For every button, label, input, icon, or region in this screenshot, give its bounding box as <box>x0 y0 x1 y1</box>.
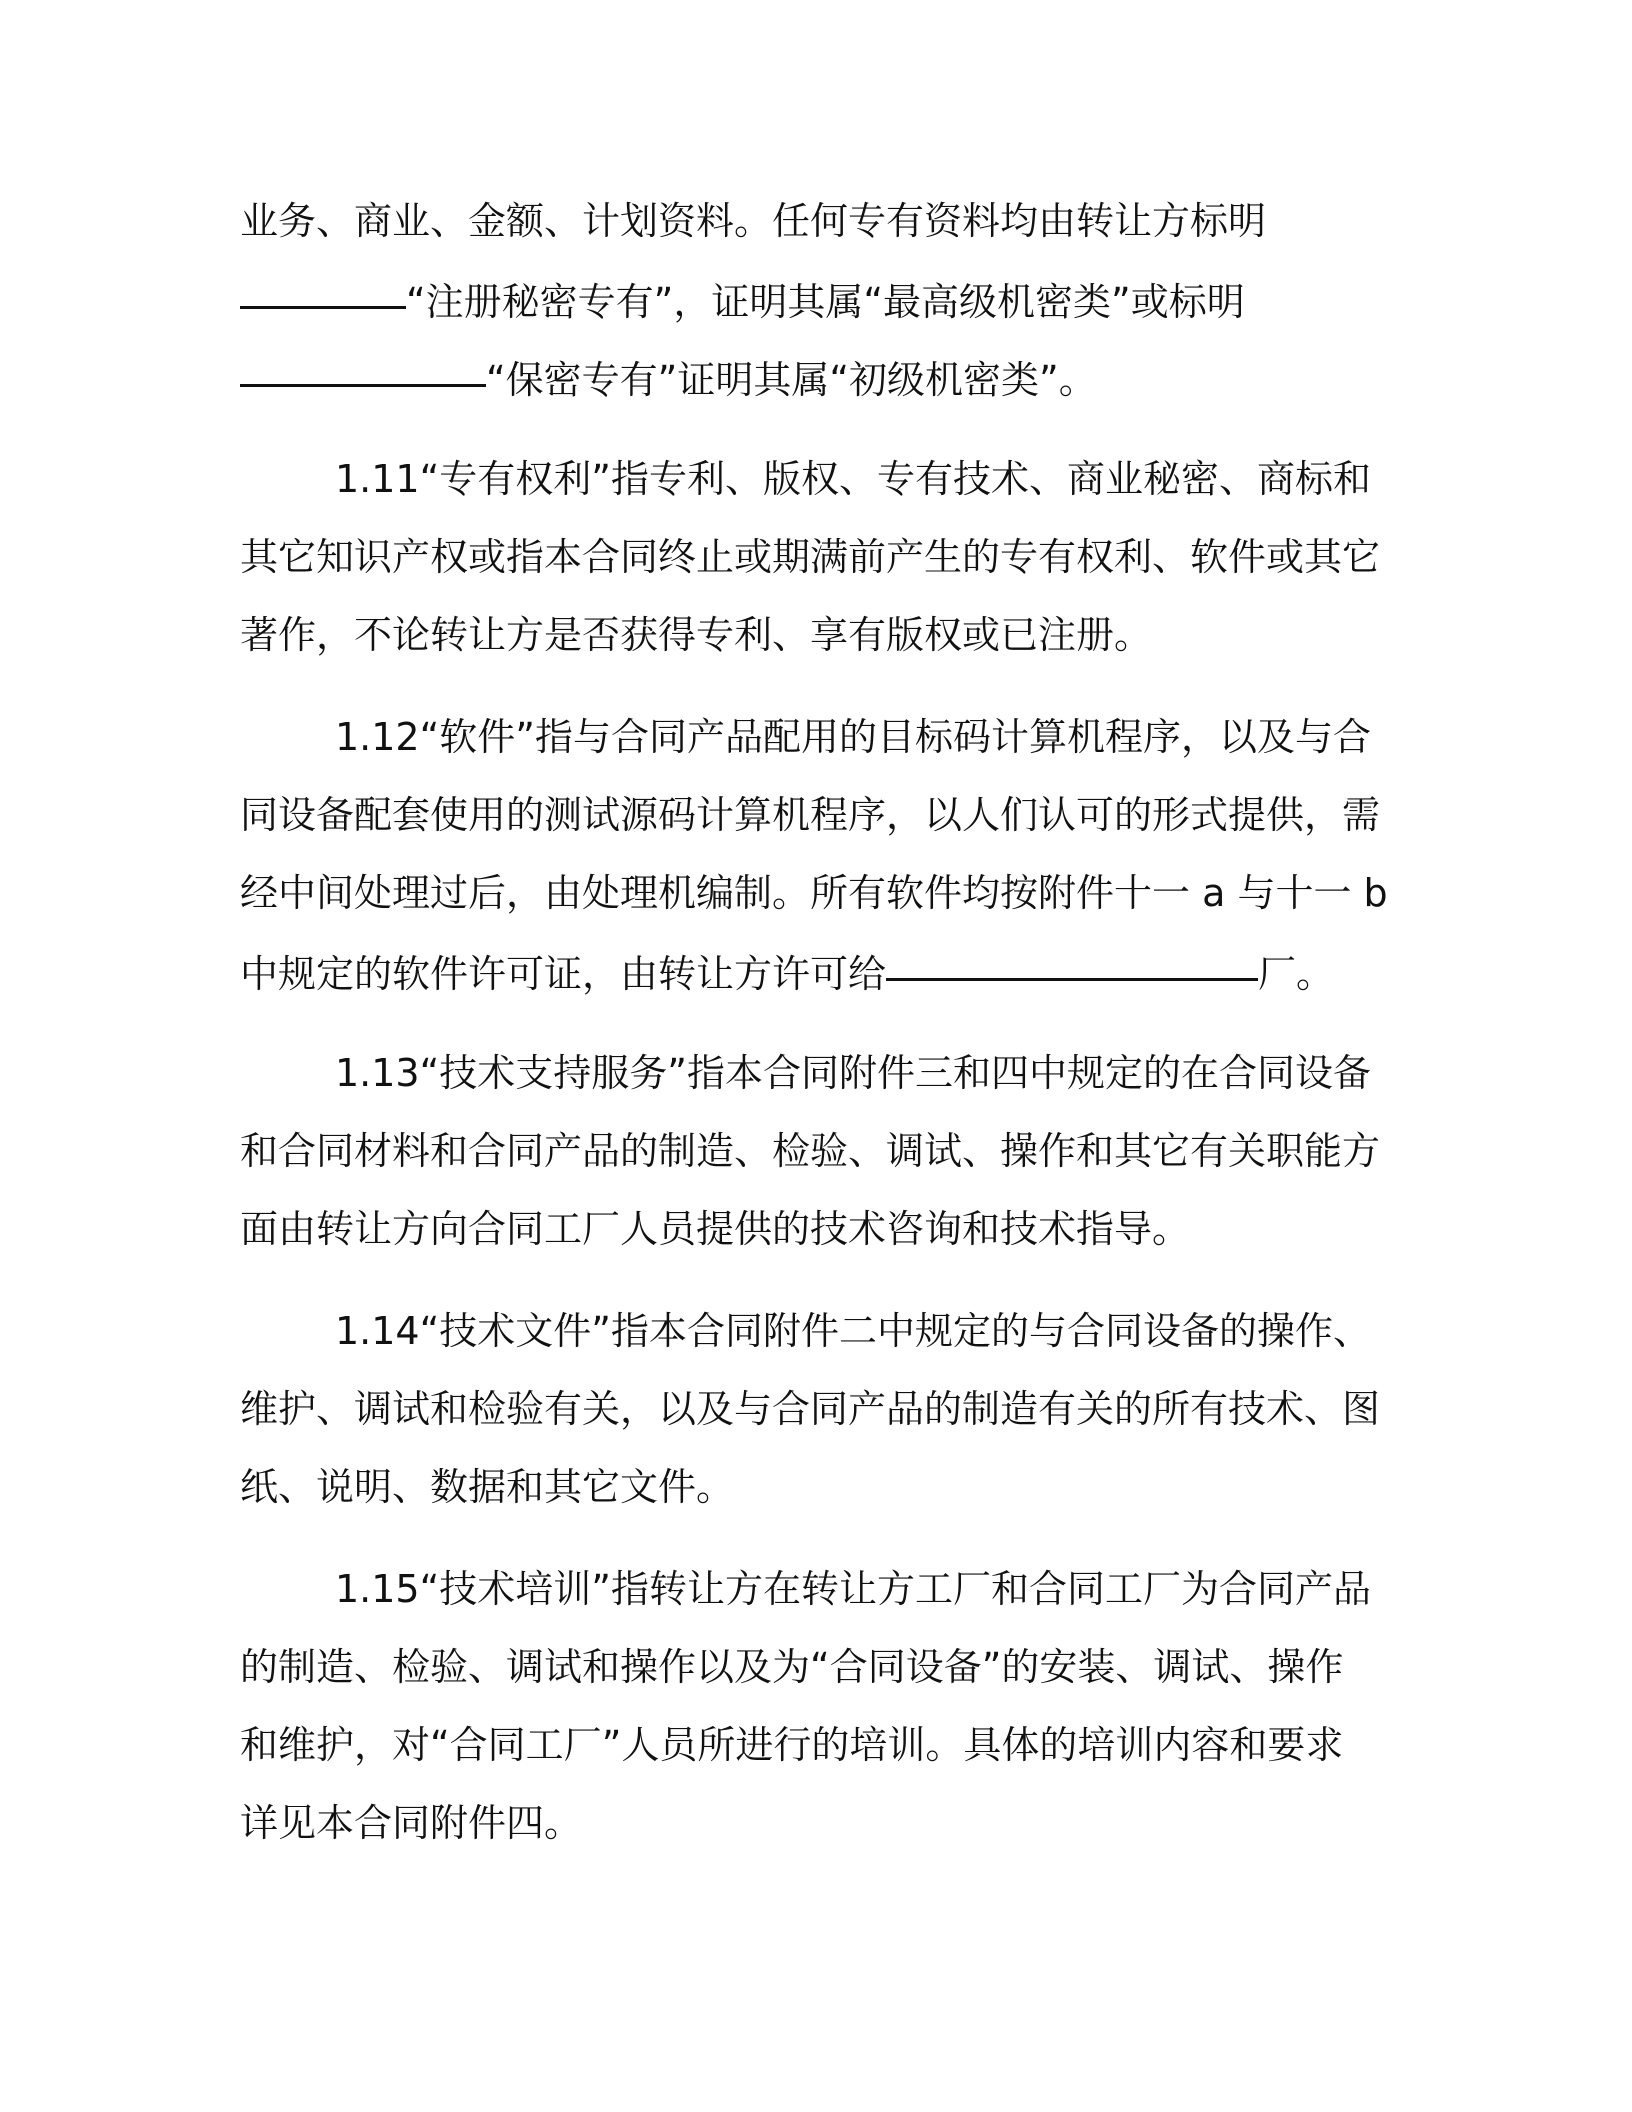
clause-1-15-line-1: 1.15“技术培训”指转让方在转让方工厂和合同工厂为合同产品 <box>335 1567 1371 1611</box>
clause-1-14-line-3: 纸、说明、数据和其它文件。 <box>240 1465 735 1509</box>
intro-line-1: 业务、商业、金额、计划资料。任何专有资料均由转让方标明 <box>240 199 1267 243</box>
clause-1-11-line-1: 1.11“专有权利”指专利、版权、专有技术、商业秘密、商标和 <box>335 457 1371 501</box>
clause-1-11-line-3: 著作，不论转让方是否获得专利、享有版权或已注册。 <box>240 613 1153 657</box>
clause-1-12-line-4-text: 中规定的软件许可证，由转让方许可给 <box>240 952 887 996</box>
intro-line-2 <box>240 260 1400 338</box>
clause-1-15-line-4: 详见本合同附件四。 <box>240 1801 583 1845</box>
contract-text <box>240 182 1400 1862</box>
fill-in-blank <box>240 260 406 309</box>
clause-1-12-line-4-end: 厂。 <box>1258 952 1335 996</box>
fill-in-blank <box>886 932 1258 981</box>
clause-1-15-line-3: 和维护，对“合同工厂”人员所进行的培训。具体的培训内容和要求 <box>240 1723 1344 1767</box>
clause-1-13-line-2: 和合同材料和合同产品的制造、检验、调试、操作和其它有关职能方 <box>240 1129 1381 1173</box>
clause-1-14-line-2: 维护、调试和检验有关，以及与合同产品的制造有关的所有技术、图 <box>240 1387 1381 1431</box>
clause-1-12-line-2: 同设备配套使用的测试源码计算机程序，以人们认可的形式提供，需 <box>240 793 1381 837</box>
intro-line-2-text: “注册秘密专有”，证明其属“最高级机密类”或标明 <box>406 280 1245 324</box>
clause-1-12-line-4 <box>240 932 1400 1010</box>
clause-1-13-line-1: 1.13“技术支持服务”指本合同附件三和四中规定的在合同设备 <box>335 1051 1371 1095</box>
clause-1-15-line-2: 的制造、检验、调试和操作以及为“合同设备”的安装、调试、操作 <box>240 1645 1344 1689</box>
clause-1-12-line-1: 1.12“软件”指与合同产品配用的目标码计算机程序，以及与合 <box>335 715 1371 759</box>
intro-line-3 <box>240 338 1400 416</box>
intro-line-3-text: “保密专有”证明其属“初级机密类”。 <box>486 358 1097 402</box>
clause-1-11-line-2: 其它知识产权或指本合同终止或期满前产生的专有权利、软件或其它 <box>240 535 1381 579</box>
clause-1-12-line-3: 经中间处理过后，由处理机编制。所有软件均按附件十一 a 与十一 b <box>240 871 1388 915</box>
clause-1-14-line-1: 1.14“技术文件”指本合同附件二中规定的与合同设备的操作、 <box>335 1309 1371 1353</box>
clause-1-13-line-3: 面由转让方向合同工厂人员提供的技术咨询和技术指导。 <box>240 1207 1191 1251</box>
fill-in-blank <box>240 338 486 387</box>
